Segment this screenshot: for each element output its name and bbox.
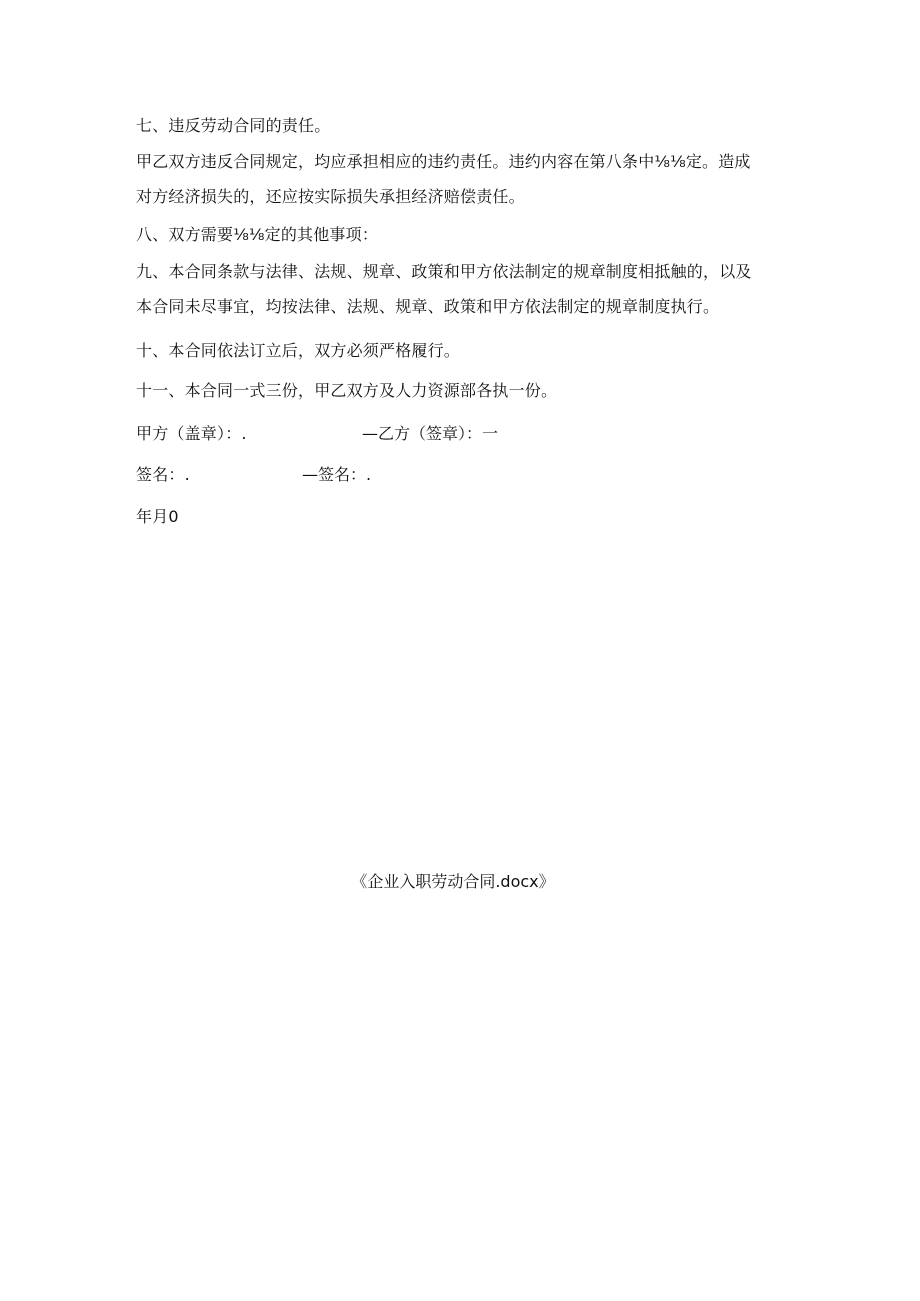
clause-10: 十、本合同依法订立后，双方必须严格履行。 (136, 341, 461, 360)
document-title-footer (0, 872, 920, 892)
clause-7-title: 七、违反劳动合同的责任。 (136, 116, 331, 135)
clause-11: 十一、本合同一式三份，甲乙双方及人力资源部各执一份。 (136, 381, 558, 400)
party-a-seal-label: 甲方（盖章）：. (136, 424, 247, 443)
clause-8: 八、双方需要⅛⅛定的其他事项： (136, 225, 379, 244)
party-b-seal-label: —乙方（签章）：一 (362, 424, 499, 443)
clause-9-line-1: 九、本合同条款与法律、法规、规章、政策和甲方依法制定的规章制度相抵触的，以及 (136, 262, 752, 281)
party-a-signature-label: 签名：. (136, 465, 190, 484)
document-title-text: 《企业入职劳动合同.docx》 (351, 872, 555, 891)
party-b-signature-label: —签名：. (302, 465, 372, 484)
clause-9-line-2: 本合同未尽事宜，均按法律、法规、规章、政策和甲方依法制定的规章制度执行。 (136, 297, 720, 316)
date-line: 年月0 (136, 507, 179, 526)
clause-7-body-line-1: 甲乙双方违反合同规定，均应承担相应的违约责任。违约内容在第八条中⅛⅛定。造成 (136, 152, 751, 171)
clause-7-body-line-2: 对方经济损失的，还应按实际损失承担经济赔偿责任。 (136, 187, 525, 206)
